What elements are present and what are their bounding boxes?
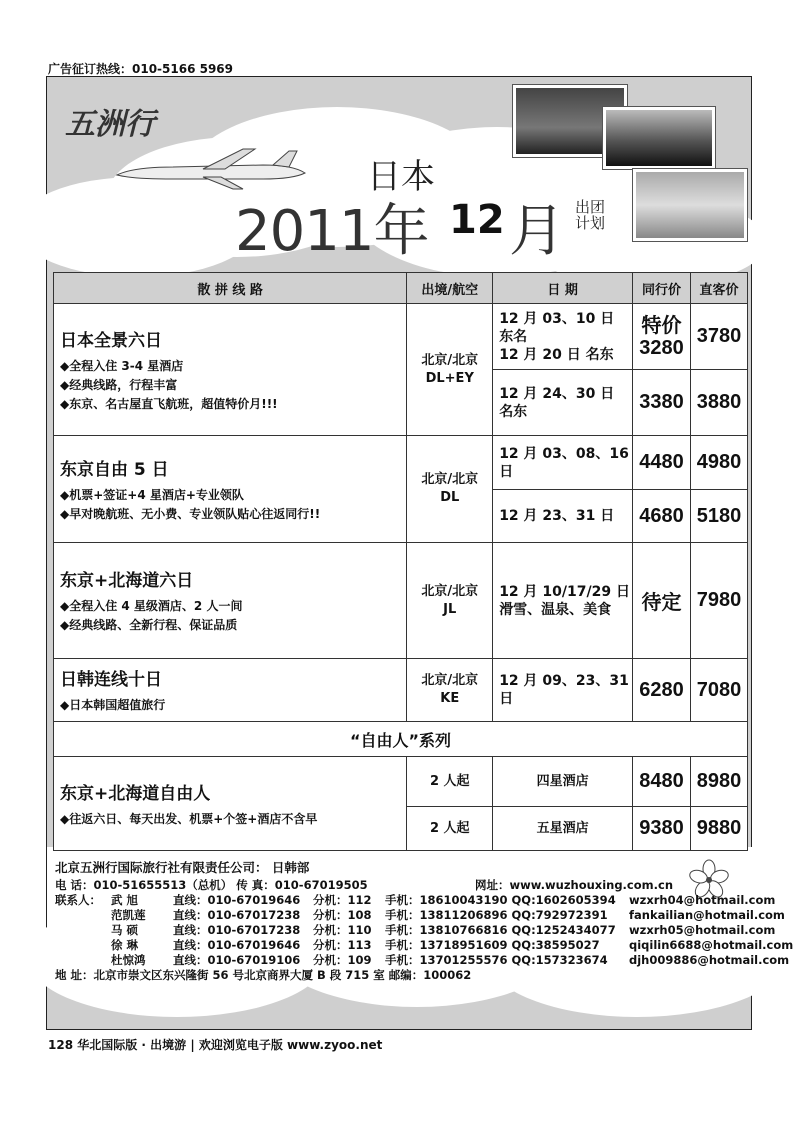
contact-row [55,893,776,908]
date-line: 12 月 20 日 名东 [499,346,614,363]
contact-prefix: 联系人： [55,893,101,907]
trade-price-cell [633,304,691,370]
date-cell: 12 月 24、30 日 名东 [493,370,633,436]
date-cell: 12 月 23、31 日 [493,490,633,543]
contact-row [55,908,785,923]
contact-mobile: 手机：13811206896 QQ:792972391 [385,908,608,922]
contact-email[interactable]: djh009886@hotmail.com [629,953,790,967]
header-route: 散 拼 线 路 [54,273,407,304]
trade-price: 3280 [639,336,684,359]
trade-price: 8480 [633,757,691,807]
website: 网址：www.wuzhouxing.com.cn [475,878,674,892]
table-row [54,304,748,370]
route-cell [54,543,407,659]
route-line: ◆早对晚航班、无小费、专业领队贴心往返同行!! [60,506,321,521]
direct-price: 9880 [691,807,748,851]
contact-ext: 分机：108 [313,908,372,922]
airplane-icon [113,145,309,191]
year-title: 2011年 [235,199,429,264]
date-line: 滑雪、温泉、美食 [499,601,612,618]
contact-ext: 分机：112 [313,893,372,907]
page-footer: 128 华北国际版 · 出境游 | 欢迎浏览电子版 www.zyoo.net [48,1038,383,1052]
series-title: “自由人”系列 [54,722,748,757]
people-cell: 2 人起 [407,807,493,851]
airline: DL [440,490,460,505]
header-direct-price: 直客价 [691,273,748,304]
air-cell [407,436,493,543]
direct-price: 4980 [691,436,748,490]
ad-hotline: 广告征订热线：010-5166 5969 [48,62,234,76]
table-row [54,436,748,490]
contact-name: 马 硕 [111,923,139,937]
header-trade-price: 同行价 [633,273,691,304]
tour-table [53,272,748,851]
contact-mobile: 手机：18610043190 QQ:1602605394 [385,893,616,907]
hotel-cell: 五星酒店 [493,807,633,851]
mount-fuji-photo [633,169,747,241]
direct-price: 8980 [691,757,748,807]
plan-label-line2: 计划 [575,214,606,232]
trade-price: 6280 [633,659,691,722]
contact-email[interactable]: fankailian@hotmail.com [629,908,785,922]
contact-name: 杜惊鸿 [111,953,146,967]
contact-name: 范凯莲 [111,908,146,922]
route-line: ◆往返六日、每天出发、机票+个签+酒店不含早 [60,811,318,826]
air-cell [407,543,493,659]
month-number: 12 [449,197,505,243]
contact-tel: 直线：010-67017238 [173,923,301,937]
contact-tel: 直线：010-67019646 [173,938,301,952]
direct-price: 5180 [691,490,748,543]
contact-ext: 分机：113 [313,938,372,952]
date-cell: 12 月 09、23、31 日 [493,659,633,722]
air-route: 北京/北京 [421,583,479,599]
people-cell: 2 人起 [407,757,493,807]
country-title: 日本 [367,157,435,197]
direct-price: 3880 [691,370,748,436]
date-line: 12 月 10/17/29 日 [499,583,630,600]
contact-ext: 分机：110 [313,923,372,937]
header-air: 出境/航空 [407,273,493,304]
table-row [54,757,748,807]
contact-tel: 直线：010-67017238 [173,908,301,922]
cloud-shape [17,177,257,277]
contact-email[interactable]: wzxrh05@hotmail.com [629,923,776,937]
hotel-cell: 四星酒店 [493,757,633,807]
contact-name: 徐 琳 [111,938,139,952]
date-cell [493,543,633,659]
flyer-frame [46,76,794,1030]
route-line: ◆全程入住 4 星级酒店、2 人一间 [60,599,243,613]
date-cell: 12 月 03、08、16 日 [493,436,633,490]
route-cell [54,304,407,436]
trade-price: 4480 [633,436,691,490]
phone-fax: 电 话：010-51655513（总机） 传 真：010-67019505 [55,878,368,892]
contact-email[interactable]: wzxrh04@hotmail.com [629,893,776,907]
table-header-row [54,273,748,304]
trade-price: 4680 [633,490,691,543]
contact-tel: 直线：010-67019646 [173,893,301,907]
air-route: 北京/北京 [421,673,479,688]
direct-price: 3780 [691,304,748,370]
air-cell [407,659,493,722]
contact-mobile: 手机：13701255576 QQ:157323674 [385,953,608,967]
route-line: ◆东京、名古屋直飞航班，超值特价月!!! [60,396,278,411]
air-route: 北京/北京 [421,472,479,487]
contact-email[interactable]: qiqilin6688@hotmail.com [629,938,794,952]
route-title: 东京自由 5 日 [60,459,169,480]
route-line: ◆经典线路、全新行程、保证品质 [60,618,238,632]
contact-row [55,938,794,953]
company-name: 北京五洲行国际旅行社有限责任公司： 日韩部 [55,860,310,875]
table-row [54,543,748,659]
trade-price: 3380 [633,370,691,436]
contact-name: 武 旭 [111,893,139,907]
air-cell [407,304,493,436]
route-title: 日韩连线十日 [60,670,162,690]
castle-photo [603,107,715,169]
month-char: 月 [509,199,565,264]
trade-price: 待定 [633,543,691,659]
airline: JL [443,601,457,617]
direct-price: 7080 [691,659,748,722]
air-route: 北京/北京 [421,352,479,368]
route-line: ◆经典线路，行程丰富 [60,377,178,392]
contact-tel: 直线：010-67019106 [173,953,301,967]
contact-row [55,923,776,938]
route-title: 日本全景六日 [60,330,162,351]
route-line: ◆机票+签证+4 星酒店+专业领队 [60,487,244,502]
contact-mobile: 手机：13810766816 QQ:1252434077 [385,923,616,937]
phone-row [55,878,674,893]
table-row [54,659,748,722]
route-cell [54,757,407,851]
trade-price-label: 特价 [641,314,682,337]
route-line: ◆日本韩国超值旅行 [60,698,166,712]
contact-footer [55,860,794,983]
trade-price: 9380 [633,807,691,851]
series-row [54,722,748,757]
plan-label-line1: 出团 [575,198,606,216]
address-row [55,968,472,983]
date-line: 12 月 03、10 日 东名 [499,310,615,345]
direct-price: 7980 [691,543,748,659]
route-line: ◆全程入住 3-4 星酒店 [60,358,184,373]
route-cell [54,659,407,722]
date-cell [493,304,633,370]
contact-row [55,953,790,968]
route-title: 东京+北海道自由人 [60,783,211,804]
address: 地 址：北京市崇文区东兴隆街 56 号北京商界大厦 B 段 715 室 邮编：100062 [55,968,472,982]
route-title: 东京+北海道六日 [60,571,194,591]
plan-label [575,199,611,231]
airline: DL+EY [425,370,474,386]
contact-mobile: 手机：13718951609 QQ:38595027 [385,938,600,952]
company-logo: 五洲行 [65,107,155,142]
route-cell [54,436,407,543]
contact-ext: 分机：109 [313,953,372,967]
airline: KE [440,691,460,706]
header-date: 日 期 [493,273,633,304]
